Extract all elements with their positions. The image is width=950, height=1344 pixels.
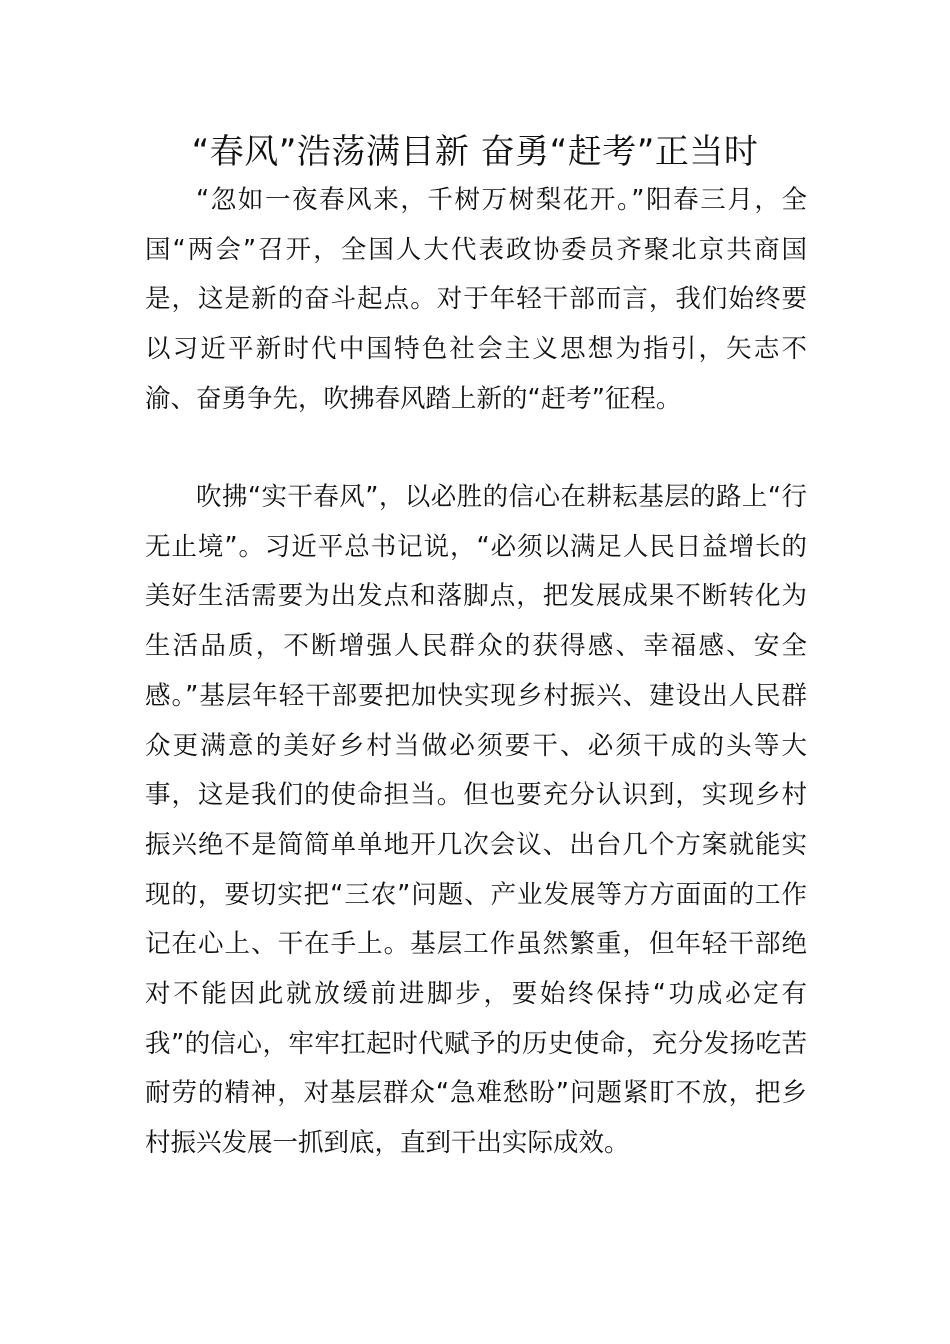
paragraph-1: “忽如一夜春风来，千树万树梨花开。”阳春三月，全国“两会”召开，全国人大代表政协委员齐聚北京共商国是，这是新的奋斗起点。对于年轻干部而言，我们始终要以习近平新时代中国特色社会主义思想为指引，矢志不渝、奋勇争先，吹拂春风踏上新的“赶考”征程。 [145, 185, 807, 414]
paragraph-2: 吹拂“实干春风”，以必胜的信心在耕耘基层的路上“行无止境”。习近平总书记说，“必须以满足人民日益增长的美好生活需要为出发点和落脚点，把发展成果不断转化为生活品质，不断增强人民群众的获得感、幸福感、安全感。”基层年轻干部要把加快实现乡村振兴、建设出人民群众更满意的美好乡村当做必须要干、必须干成的头等大事，这是我们的使命担当。但也要充分认识到，实现乡村振兴绝不是简简单单地开几次会议、出台几个方案就能实现的，要切实把“三农”问题、产业发展等方方面面的工作记在心上、干在手上。基层工作虽然繁重，但年轻干部绝对不能因此就放缓前进脚步，要始终保持“功成必定有我”的信心，牢牢扛起时代赋予的历史使命，充分发扬吃苦耐劳的精神，对基层群众“急难愁盼”问题紧盯不放，把乡村振兴发展一抓到底，直到干出实际成效。 [145, 482, 807, 1159]
document-title: “春风”浩荡满目新 奋勇“赶考”正当时 [191, 132, 759, 172]
